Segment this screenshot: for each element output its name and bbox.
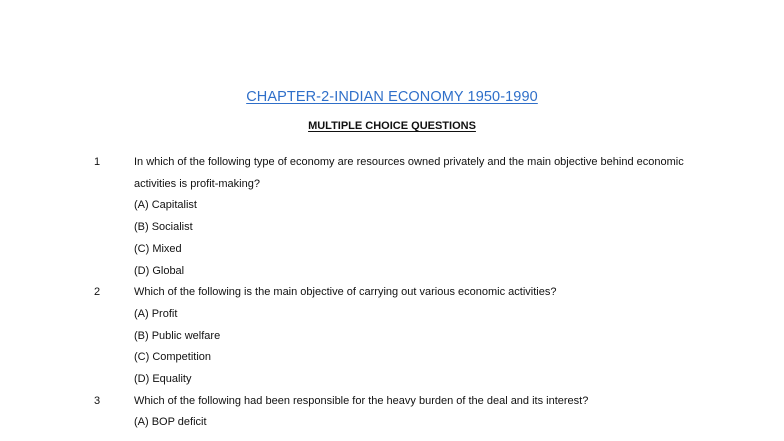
question-number: 1 (94, 156, 101, 168)
answer-option: (A) Profit (134, 307, 178, 320)
question-number: 2 (94, 286, 101, 299)
answer-option: (C) Competition (134, 351, 212, 364)
question-text: In which of the following type of economy are resources owned privately and the main objective behind economic activities is profit-making? (134, 156, 684, 190)
answer-option: (D) Global (134, 264, 185, 277)
section-title: MULTIPLE CHOICE QUESTIONS (308, 120, 476, 132)
question-item (0, 391, 784, 434)
question-text: Which of the following had been responsible for the heavy burden of the deal and its interest? (134, 394, 589, 407)
question-item (0, 282, 784, 391)
question-item (0, 152, 784, 282)
question-body (134, 152, 694, 282)
question-body (134, 282, 694, 391)
chapter-title: CHAPTER-2-INDIAN ECONOMY 1950-1990 (246, 89, 538, 105)
question-body (134, 391, 694, 434)
answer-option: (A) Capitalist (134, 199, 197, 212)
answer-option: (C) Mixed (134, 242, 182, 255)
question-list (0, 152, 784, 434)
question-number: 3 (94, 394, 101, 407)
answer-option: (B) Socialist (134, 221, 193, 234)
answer-option: (D) Equality (134, 373, 192, 386)
question-text: Which of the following is the main objective of carrying out various economic activities? (134, 286, 557, 299)
answer-option: (B) Public welfare (134, 329, 221, 342)
answer-option: (A) BOP deficit (134, 416, 207, 429)
